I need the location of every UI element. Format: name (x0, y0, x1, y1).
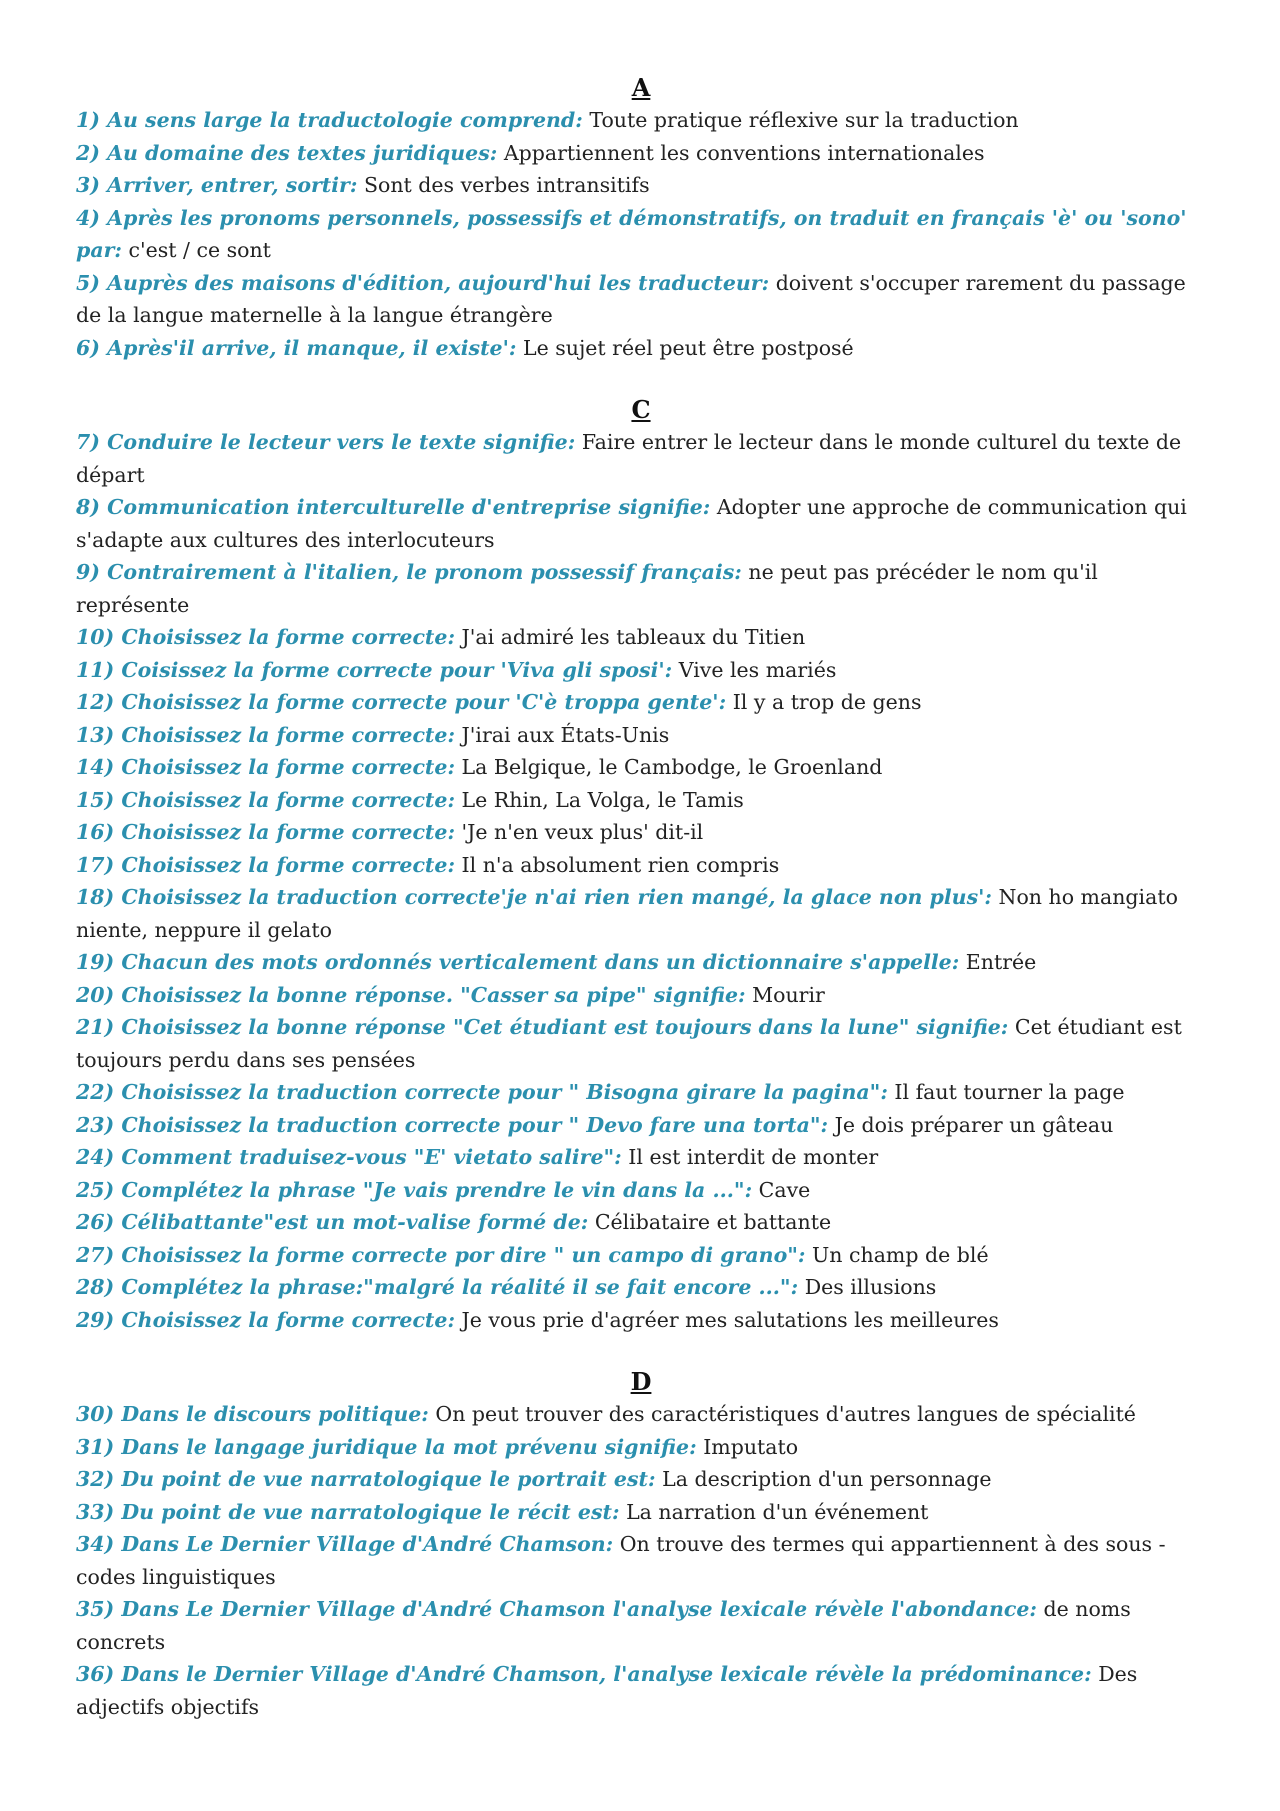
question: 14) Choisissez la forme correcte: (76, 755, 456, 779)
answer: c'est / ce sont (128, 238, 271, 262)
answer: ne peut pas précéder le nom qu'il représente (76, 560, 1098, 617)
answer: Je dois préparer un gâteau (834, 1112, 1114, 1137)
question: 1) Au sens large la traductologie comprend: (76, 108, 583, 132)
question: 16) Choisissez la forme correcte: (76, 820, 456, 844)
question: 9) Contrairement à l'italien, le pronom possessif français: (76, 560, 742, 584)
qa-item (76, 1593, 1206, 1658)
answer: Célibataire et battante (594, 1210, 832, 1234)
section-c-list (76, 426, 1206, 1336)
qa-item (76, 686, 1206, 719)
question: 17) Choisissez la forme correcte: (76, 852, 456, 877)
answer: On peut trouver des caractéristiques d'autres langues de spécialité (435, 1402, 1136, 1426)
qa-item (76, 1658, 1206, 1723)
answer: Cet étudiant est toujours perdu dans ses pensées (76, 1015, 1182, 1072)
question: 31) Dans le langage juridique la mot prévenu signifie: (76, 1434, 697, 1459)
qa-item (76, 621, 1206, 654)
question: 28) Complétez la phrase:"malgré la réalité il se fait encore ...": (76, 1275, 799, 1299)
qa-item (76, 751, 1206, 784)
qa-item (76, 1431, 1206, 1464)
question: 22) Choisissez la traduction correcte pour " Bisogna girare la pagina": (76, 1080, 888, 1104)
qa-item (76, 491, 1206, 556)
question: 12) Choisissez la forme correcte pour 'C'è troppa gente': (76, 690, 727, 714)
section-heading-d: D (630, 1367, 652, 1396)
answer: La description d'un personnage (662, 1467, 992, 1491)
answer: Toute pratique réflexive sur la traduction (589, 108, 1019, 132)
qa-item (76, 1271, 1206, 1304)
question: 11) Coisissez la forme correcte pour 'Viva gli sposi': (76, 657, 673, 682)
question: 30) Dans le discours politique: (76, 1402, 429, 1426)
qa-item (76, 784, 1206, 817)
qa-item (76, 1239, 1206, 1272)
section-spacer (76, 1336, 1206, 1366)
question: 7) Conduire le lecteur vers le texte signifie: (76, 430, 576, 454)
question: 34) Dans Le Dernier Village d'André Chamson: (76, 1532, 614, 1556)
question: 35) Dans Le Dernier Village d'André Chamson l'analyse lexicale révèle l'abondance: (76, 1597, 1037, 1621)
qa-item (76, 946, 1206, 979)
section-heading-a: A (631, 73, 651, 102)
question: 15) Choisissez la forme correcte: (76, 787, 456, 812)
answer: Mourir (752, 982, 825, 1007)
qa-item (76, 202, 1206, 267)
question: 27) Choisissez la forme correcte por dire " un campo di grano": (76, 1242, 806, 1267)
question: 32) Du point de vue narratologique le portrait est: (76, 1467, 656, 1491)
question: 23) Choisissez la traduction correcte pour " Devo fare una torta": (76, 1112, 829, 1137)
question: 5) Auprès des maisons d'édition, aujourd'hui les traducteur: (76, 270, 770, 295)
question: 10) Choisissez la forme correcte: (76, 625, 456, 649)
question: 26) Célibattante"est un mot-valise formé de: (76, 1210, 589, 1234)
answer: Il n'a absolument rien compris (461, 852, 780, 877)
question: 13) Choisissez la forme correcte: (76, 722, 456, 747)
answer: de noms concrets (76, 1597, 1131, 1654)
answer: 'Je n'en veux plus' dit-il (461, 820, 704, 844)
answer: Faire entrer le lecteur dans le monde culturel du texte de départ (76, 430, 1182, 487)
qa-item (76, 1011, 1206, 1076)
answer: Un champ de blé (812, 1242, 989, 1267)
answer: Appartiennent les conventions internationales (503, 140, 985, 165)
qa-item (76, 1496, 1206, 1529)
question: 33) Du point de vue narratologique le récit est: (76, 1499, 620, 1524)
qa-item (76, 1528, 1206, 1593)
qa-item (76, 1109, 1206, 1142)
qa-item (76, 816, 1206, 849)
answer: Non ho mangiato niente, neppure il gelato (76, 885, 1178, 942)
answer: J'ai admiré les tableaux du Titien (461, 625, 806, 649)
answer: Cave (758, 1177, 811, 1202)
qa-item (76, 1463, 1206, 1496)
qa-item (76, 1206, 1206, 1239)
answer: Le Rhin, La Volga, le Tamis (461, 787, 744, 812)
answer: Sont des verbes intransitifs (363, 173, 650, 197)
section-a-list (76, 104, 1206, 364)
answer: Des adjectifs objectifs (76, 1662, 1138, 1719)
question: 25) Complétez la phrase "Je vais prendre le vin dans la ...": (76, 1177, 753, 1202)
answer: Entrée (965, 950, 1037, 974)
question: 29) Choisissez la forme correcte: (76, 1307, 456, 1332)
question: 21) Choisissez la bonne réponse "Cet étudiant est toujours dans la lune" signifie: (76, 1015, 1009, 1039)
qa-item (76, 1076, 1206, 1109)
answer: Il est interdit de monter (628, 1145, 879, 1169)
question: 18) Choisissez la traduction correcte'je n'ai rien rien mangé, la glace non plus': (76, 885, 992, 909)
section-d-list (76, 1398, 1206, 1723)
question: 6) Après'il arrive, il manque, il existe': (76, 335, 517, 360)
qa-item (76, 719, 1206, 752)
answer: J'irai aux États-Unis (461, 722, 670, 747)
answer: Le sujet réel peut être postposé (522, 335, 854, 360)
qa-item (76, 426, 1206, 491)
qa-item (76, 881, 1206, 946)
question: 20) Choisissez la bonne réponse. "Casser sa pipe" signifie: (76, 982, 746, 1007)
answer: Des illusions (804, 1275, 937, 1299)
qa-item (76, 1398, 1206, 1431)
qa-item (76, 332, 1206, 365)
answer: Il y a trop de gens (732, 690, 922, 714)
answer: Vive les mariés (678, 657, 837, 682)
answer: La narration d'un événement (626, 1499, 929, 1524)
question: 36) Dans le Dernier Village d'André Chamson, l'analyse lexicale révèle la prédominance: (76, 1662, 1092, 1686)
qa-item (76, 169, 1206, 202)
qa-item (76, 137, 1206, 170)
qa-item (76, 1141, 1206, 1174)
document-page (76, 72, 1206, 1723)
question: 2) Au domaine des textes juridiques: (76, 140, 498, 165)
answer: La Belgique, le Cambodge, le Groenland (461, 755, 883, 779)
qa-item (76, 654, 1206, 687)
qa-item (76, 556, 1206, 621)
qa-item (76, 267, 1206, 332)
answer: Imputato (703, 1434, 799, 1459)
qa-item (76, 1174, 1206, 1207)
question: 8) Communication interculturelle d'entreprise signifie: (76, 495, 711, 519)
section-heading-c: C (631, 395, 651, 424)
answer: Il faut tourner la page (894, 1080, 1125, 1104)
answer: Je vous prie d'agréer mes salutations les meilleures (461, 1307, 999, 1332)
qa-item (76, 979, 1206, 1012)
qa-item (76, 104, 1206, 137)
qa-item (76, 1304, 1206, 1337)
qa-item (76, 849, 1206, 882)
answer: Adopter une approche de communication qui s'adapte aux cultures des interlocuteurs (76, 495, 1187, 552)
section-spacer (76, 364, 1206, 394)
question: 3) Arriver, entrer, sortir: (76, 173, 358, 197)
answer: On trouve des termes qui appartiennent à des sous -codes linguistiques (76, 1532, 1166, 1589)
question: 19) Chacun des mots ordonnés verticalement dans un dictionnaire s'appelle: (76, 950, 960, 974)
question: 4) Après les pronoms personnels, possessifs et démonstratifs, on traduit en français 'è' ou 'sono' par: (76, 205, 1187, 262)
question: 24) Comment traduisez-vous "E' vietato salire": (76, 1145, 622, 1169)
answer: doivent s'occuper rarement du passage de la langue maternelle à la langue étrangère (76, 270, 1186, 327)
